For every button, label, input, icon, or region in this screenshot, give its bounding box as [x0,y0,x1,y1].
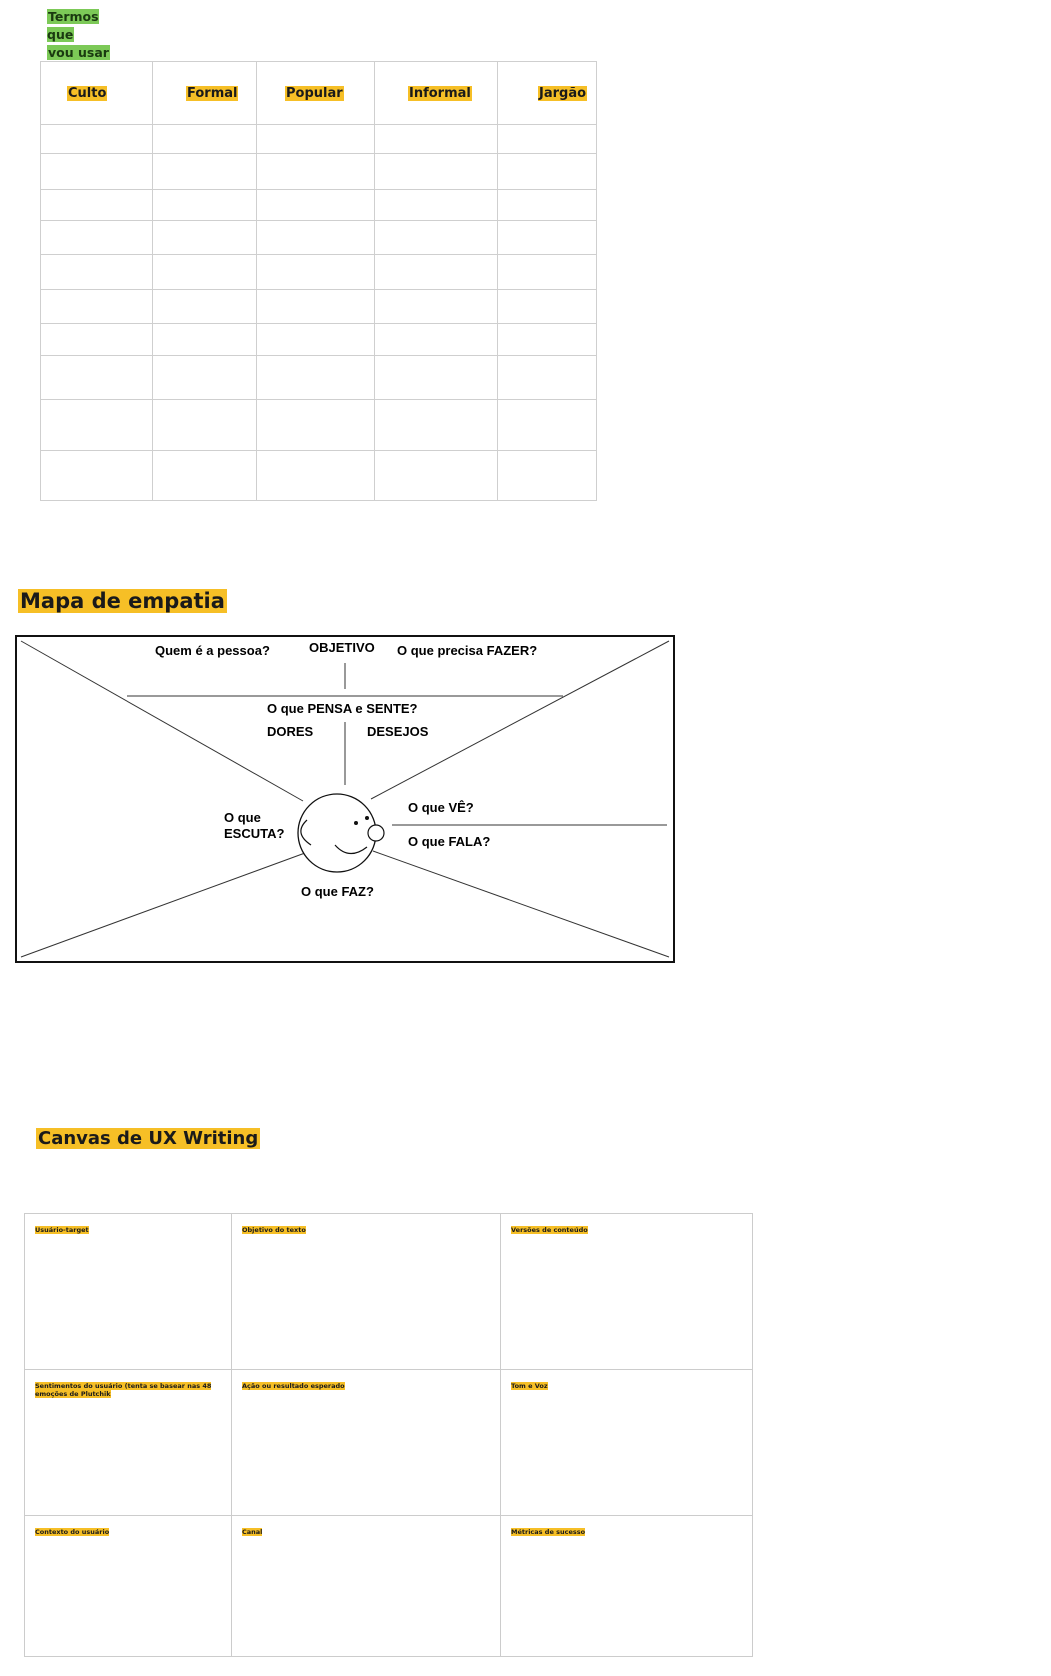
table-row [41,254,597,289]
label-pensa: O que PENSA e SENTE? [267,701,418,716]
table-row [41,400,597,450]
label-dores: DORES [267,724,314,739]
empathy-map [15,635,675,963]
table-row [41,220,597,254]
head [298,794,376,872]
cell-canal[interactable]: Canal [232,1516,501,1657]
cell-usuario-target[interactable]: Usuário-target [25,1214,232,1370]
termos-tag [47,8,127,62]
canvas-row [25,1516,753,1657]
terms-header-row [41,62,597,125]
header-formal: Formal [153,62,257,125]
label-faz: O que FAZ? [301,884,374,899]
label-fazer: O que precisa FAZER? [397,643,538,658]
termos-line1: Termos que [47,9,99,42]
label-fala: O que FALA? [408,834,491,849]
label-quem: Quem é a pessoa? [155,643,270,658]
table-row [41,125,597,154]
terms-table [40,61,597,501]
header-informal: Informal [375,62,498,125]
canvas-row [25,1370,753,1516]
cell-contexto[interactable]: Contexto do usuário [25,1516,232,1657]
cell-tom-voz[interactable]: Tom e Voz [501,1370,753,1516]
header-culto: Culto [41,62,153,125]
cell-acao-resultado[interactable]: Ação ou resultado esperado [232,1370,501,1516]
table-row [41,154,597,189]
label-ve: O que VÊ? [408,800,474,815]
label-escuta-2: ESCUTA? [224,826,285,841]
label-desejos: DESEJOS [367,724,429,739]
canvas-row [25,1214,753,1370]
table-row [41,189,597,220]
table-row [41,324,597,356]
canvas-title: Canvas de UX Writing [38,1128,259,1149]
header-popular: Popular [257,62,375,125]
header-jargao: Jargão [498,62,597,125]
table-row [41,356,597,400]
eye-right [365,816,369,820]
termos-line2: vou usar [48,45,109,60]
cell-objetivo-texto[interactable]: Objetivo do texto [232,1214,501,1370]
label-escuta-1: O que [224,810,261,825]
canvas-grid [24,1213,753,1657]
table-row [41,450,597,500]
label-objetivo: OBJETIVO [309,640,375,655]
right-ear [368,825,384,841]
table-row [41,290,597,324]
cell-metricas[interactable]: Métricas de sucesso [501,1516,753,1657]
cell-versoes-conteudo[interactable]: Versões de conteúdo [501,1214,753,1370]
eye-left [354,821,358,825]
cell-sentimentos[interactable]: Sentimentos do usuário (tenta se basear nas 48 emoções de Plutchik [25,1370,232,1516]
mapa-title: Mapa de empatia [20,589,225,613]
